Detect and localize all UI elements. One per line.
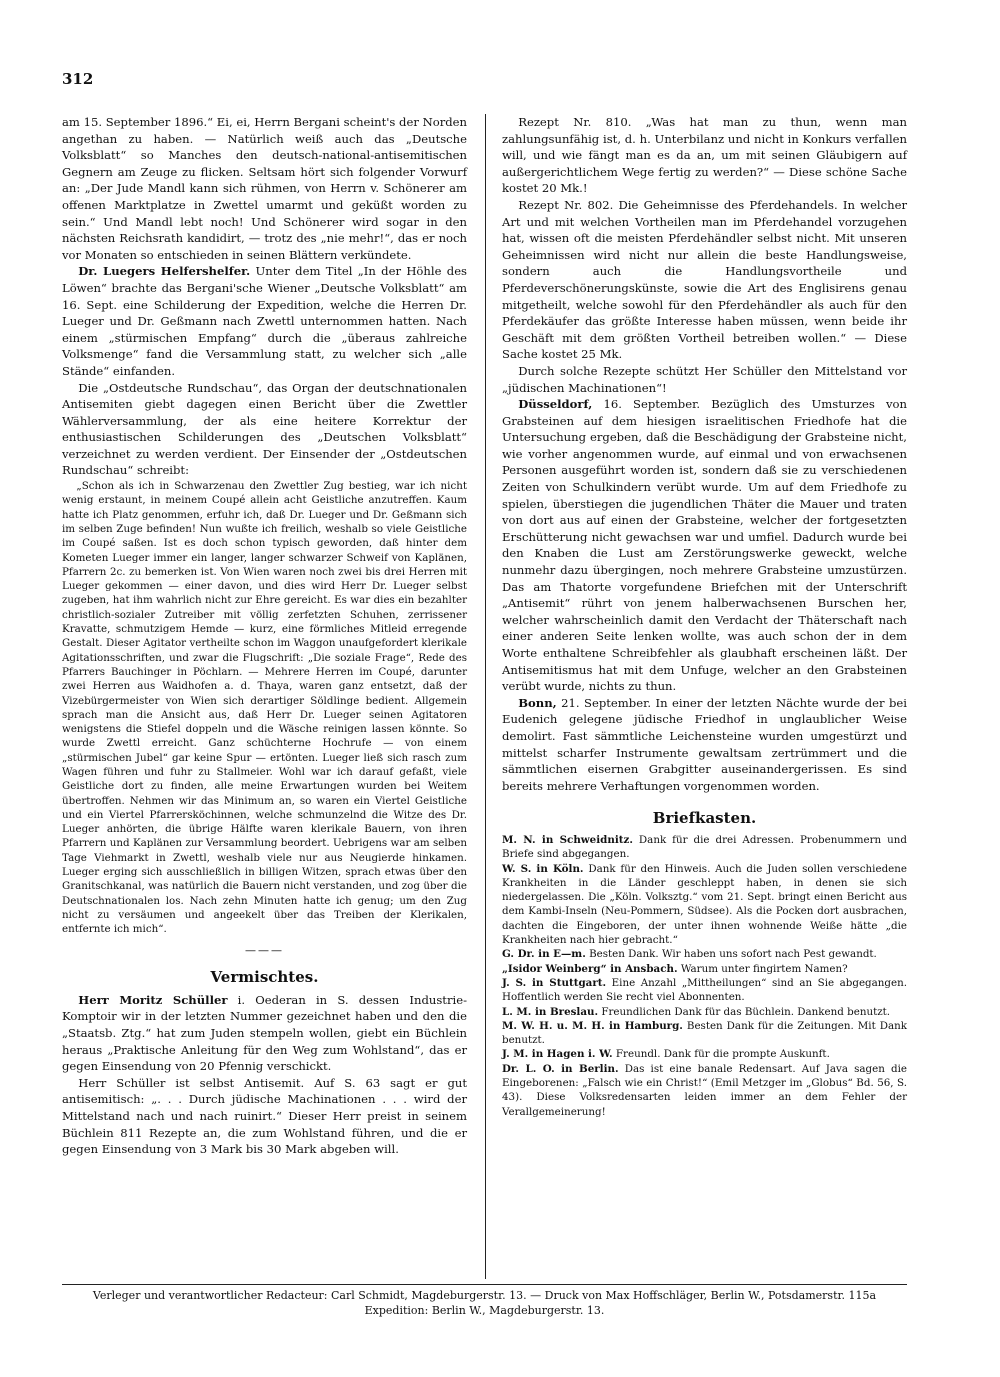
letterbox-entry: M. N. in Schweidnitz. Dank für die drei Adressen. Probenummern und Briefe sind abgegangen. bbox=[502, 833, 908, 861]
paragraph: Die „Ostdeutsche Rundschau“, das Organ der deutschnationalen Antisemiten giebt dagegen einen Bericht über die Zwettler Wählerversammlung, der als eine heitere Korrektur der enthusiastischen Schilderungen des „Deutschen Volksblatt“ verzeichnet zu werden verdient. Der Einsender der „Ostdeutschen Rundschau“ schreibt: bbox=[62, 380, 467, 478]
letterbox-entry: „Isidor Weinberg“ in Ansbach. Warum unter fingirtem Namen? bbox=[502, 962, 848, 975]
paragraph: Durch solche Rezepte schützt Her Schüller den Mittelstand vor „jüdischen Machinationen“! bbox=[502, 363, 907, 395]
footer-rule bbox=[62, 1284, 907, 1285]
article-heading: Herr Moritz Schüller bbox=[78, 992, 228, 1007]
article-heading: Bonn, bbox=[518, 695, 557, 710]
letterbox-entry: L. M. in Breslau. Freundlichen Dank für das Büchlein. Dankend benutzt. bbox=[502, 1005, 891, 1018]
letterbox-entry: G. Dr. in E—m. Besten Dank. Wir haben uns sofort nach Pest gewandt. bbox=[502, 948, 877, 961]
paragraph: Düsseldorf, 16. September. Bezüglich des Umsturzes von Grabsteinen auf dem hiesigen israelitischen Friedhofe hat die Untersuchung ergeben, daß die Beschädigung der Grabsteine nicht, wie vorher angenommen wurde, auf einmal und von erwachsenen Personen ausgeführt worden ist, sondern daß sie zu verschiedenen Zeiten von Schulkindern verübt wurde. Um auf dem Friedhofe zu spielen, überstiegen die jugendlichen Thäter die Mauer und traten von dort aus auf einen der Grabsteine, welcher der fortgesetzten Erschütterung nicht gewachsen war und umfiel. Dadurch wurde bei den Knaben die Lust am Zerstörungswerke geweckt, welche nunmehr dazu übergingen, noch mehrere Grabsteine umzustürzen. Das am Thatorte vorgefundene Briefchen mit der Unterschrift „Antisemit“ rührt von jenem halberwachsenen Burschen her, welcher wahrscheinlich damit den Verdacht der Thäterschaft nach einer anderen Seite lenken wollte, was auch schon der in dem Worte enthaltene Schreibfehler als glaubhaft erscheinen läßt. Der Antisemitismus hat mit dem Unfuge, welcher an den Grabsteinen verübt wurde, nichts zu thun. bbox=[502, 397, 907, 694]
page-number: 312 bbox=[62, 70, 94, 88]
paragraph: Herr Schüller ist selbst Antisemit. Auf S. 63 sagt er gut antisemitisch: „. . . Durch jüdische Machinationen . . . wird der Mittelstand nach und nach ruinirt.“ Dieser Herr preist in seinem Büchlein 811 Rezepte an, die zum Wohlstand führen, und die er gegen Einsendung von 3 Mark bis 30 Mark abgeben will. bbox=[62, 1075, 467, 1157]
quoted-report: „Schon als ich in Schwarzenau den Zwettler Zug bestieg, war ich nicht wenig erstaunt, in meinem Coupé allein acht Geistliche anzutreffen. Kaum hatte ich Platz genommen, erfuhr ich, daß Dr. Lueger und Dr. Geßmann sich im selben Zuge befinden! Nun wußte ich freilich, weshalb so viele Geistliche im Coupé saßen. Ist es doch schon typisch geworden, daß hinter dem Kometen Lueger immer ein langer, langer schwarzer Schweif von Kaplänen, Pfarrern 2c. zu bemerken ist. Von Wien waren noch zwei bis drei Herren mit Lueger gekommen — einer davon, und dies wird Herr Dr. Lueger selbst zugeben, hat ihm wahrlich nicht zur Ehre gereicht. Es war dies ein bezahlter christlich-sozialer Zutreiber mit völlig zerfetzten Schuhen, zerrissener Kravatte, schmutzigem Hemde — kurz, eine förmliches Mitleid erregende Gestalt. Dieser Agitator vertheilte schon im Waggon unaufgefordert klerikale Agitationsschriften, und zwar die Flugschrift: „Die soziale Frage“, Rede des Pfarrers Bauchinger in Pöchlarn. — Mehrere Herren im Coupé, darunter zwei Herren aus Waidhofen a. d. Thaya, waren ganz entsetzt, daß der Vizebürgermeister von Wien sich derartiger Söldlinge bedient. Allgemein sprach man die Ansicht aus, daß Herr Dr. Lueger seinen Agitatoren wenigstens die Stiefel doppeln und die Wäsche reinigen lassen könnte. So wurde Zwettl erreicht. Ganz schüchterne Hochrufe — von einem „stürmischen Jubel“ gar keine Spur — ertönten. Lueger ließ sich rasch zum Wagen führen und fuhr zu Stallmeier. Wohl war ich darauf gefaßt, viele Geistliche dort zu finden, alle meine Erwartungen wurden bei Weitem übertroffen. Nehmen wir das Minimum an, so waren ein Viertel Geistliche und ein Viertel Pfarrersköchinnen, welche schmunzelnd die Witze des Dr. Lueger anhörten, die übrige Hälfte waren klerikale Bauern, von ihren Pfarrern und Kaplänen zur Versammlung beordert. Uebrigens war am selben Tage Viehmarkt in Zwettl, weshalb viele nur aus Neugierde hinkamen. Lueger erging sich ausschließlich in billigen Witzen, sprach etwas über den Granitschkanal, was natürlich die Bauern nicht verstanden, und zog über die Deutschnationalen los. Nach zehn Minuten hatte ich genug; um den Zug nicht zu versäumen und angeekelt über das Treiben der Klerikalen, entfernte ich mich“. bbox=[62, 480, 467, 936]
letterbox-entry: W. S. in Köln. Dank für den Hinweis. Auch die Juden sollen verschiedene Krankheiten in die Länder geschleppt haben, in denen sie sich niedergelassen. Die „Köln. Volksztg.“ vom 21. Sept. bringt einen Bericht aus dem Kambi-Inseln (Neu-Pommern, Südsee). Als die Pocken dort ausbrachen, dachten die Eingeboren, der unter ihnen wohnende Weiße hätte „die Krankheiten nach hier gebracht.“ bbox=[502, 862, 907, 947]
letterbox-entry: J. M. in Hagen i. W. Freundl. Dank für die prompte Auskunft. bbox=[502, 1048, 830, 1061]
right-column bbox=[502, 114, 907, 1119]
imprint bbox=[62, 1288, 907, 1318]
section-title: Briefkasten. bbox=[652, 809, 757, 828]
letterbox bbox=[502, 833, 907, 1119]
section-title: Vermischtes. bbox=[210, 968, 319, 987]
paragraph: Herr Moritz Schüller i. Oederan in S. dessen Industrie-Komptoir wir in der letzten Nummer gezeichnet haben und den die „Staatsb. Ztg.“ hat zum Juden stempeln wollen, giebt ein Büchlein heraus „Praktische Anleitung für den Weg zum Wohlstand“, das er gegen Einsendung von 20 Pfennig verschickt. bbox=[62, 992, 467, 1074]
column-rule bbox=[485, 114, 486, 1279]
paragraph: Bonn, 21. September. In einer der letzten Nächte wurde der bei Eudenich gelegene jüdische Friedhof in unglaublicher Weise demolirt. Fast sämmtliche Leichensteine wurden umgestürzt und mittelst scharfer Instrumente gewaltsam zertrümmert und die sämmtlichen eisernen Grabgitter auseinandergerissen. Es sind bereits mehrere Verhaftungen vorgenommen worden. bbox=[502, 695, 907, 793]
letterbox-entry: Dr. L. O. in Berlin. Das ist eine banale Redensart. Auf Java sagen die Eingeborenen: „Falsch wie ein Christ!“ (Emil Metzger im „Globus“ Bd. 56, S. 43). Diese Volksredensarten leiden immer an dem Fehler der Verallgemeinerung! bbox=[502, 1062, 907, 1118]
imprint-line: Verleger und verantwortlicher Redacteur: Carl Schmidt, Magdeburgerstr. 13. — Druck von Max Hoffschläger, Berlin W., Potsdamerstr. 115a bbox=[92, 1289, 877, 1302]
letterbox-entry: M. W. H. u. M. H. in Hamburg. Besten Dank für die Zeitungen. Mit Dank benutzt. bbox=[502, 1019, 907, 1047]
left-column bbox=[62, 114, 467, 1158]
letterbox-entry: J. S. in Stuttgart. Eine Anzahl „Mittheilungen“ sind an Sie abgegangen. Hoffentlich werden Sie recht viel Abonnenten. bbox=[502, 976, 907, 1004]
article-heading: Dr. Luegers Helfershelfer. bbox=[78, 264, 251, 279]
imprint-line: Expedition: Berlin W., Magdeburgerstr. 13. bbox=[364, 1304, 605, 1317]
article-heading: Düsseldorf, bbox=[518, 397, 593, 412]
paragraph: Rezept Nr. 810. „Was hat man zu thun, wenn man zahlungsunfähig ist, d. h. Unterbilanz und nicht in Konkurs verfallen will, und wie fängt man es da an, um mit seinen Gläubigern auf außergerichtlichem Wege fertig zu werden?“ — Diese schöne Sache kostet 20 Mk.! bbox=[502, 115, 907, 196]
paragraph: am 15. September 1896.“ Ei, ei, Herrn Bergani scheint's der Norden angethan zu haben. — Natürlich weiß auch das „Deutsche Volksblatt“ so Manches den deutsch-national-antisemitischen Gegnern am Zeuge zu flicken. Seltsam hört sich folgender Vorwurf an: „Der Jude Mandl kann sich rühmen, von Herrn v. Schönerer am offenen Marktplatze in Zwettel umarmt und geküßt worden zu sein.“ Und Mandl lebt noch! Und Schönerer wird sogar in den nächsten Reichsrath kandidirt, — trotz des „nie mehr!“, das er noch vor Monaten so entschieden in seinen Blättern verkündete. bbox=[62, 115, 467, 262]
paragraph: Dr. Luegers Helfershelfer. Unter dem Titel „In der Höhle des Löwen“ brachte das Bergani'sche Wiener „Deutsche Volksblatt“ am 16. Sept. eine Schilderung der Expedition, welche die Herren Dr. Lueger und Dr. Geßmann nach Zwettl unternommen hatten. Nach einem „stürmischen Empfang“ durch die „überaus zahlreiche Volksmenge“ fand die Versammlung statt, zu welcher sich „alle Stände“ einfanden. bbox=[62, 264, 468, 378]
section-divider: ——— bbox=[245, 943, 284, 957]
paragraph: Rezept Nr. 802. Die Geheimnisse des Pferdehandels. In welcher Art und mit welchen Vortheilen man im Pferdehandel vorzugehen hat, wissen oft die meisten Pferdehändler selbst nicht. Mit unseren Geheimnissen wird nicht nur allein die beste Handlungsweise, sondern auch die Handlungsvortheile und Pferdeverschönerungskünste, sowie die Art des Englisirens genau mitgetheilt, welche sowohl für den Pferdehändler als auch für den Pferdekäufer das größte Interesse haben müssen, wenn beide ihr Geschäft mit dem größten Vortheil betreiben wollen.“ — Diese Sache kostet 25 Mk. bbox=[502, 197, 907, 362]
